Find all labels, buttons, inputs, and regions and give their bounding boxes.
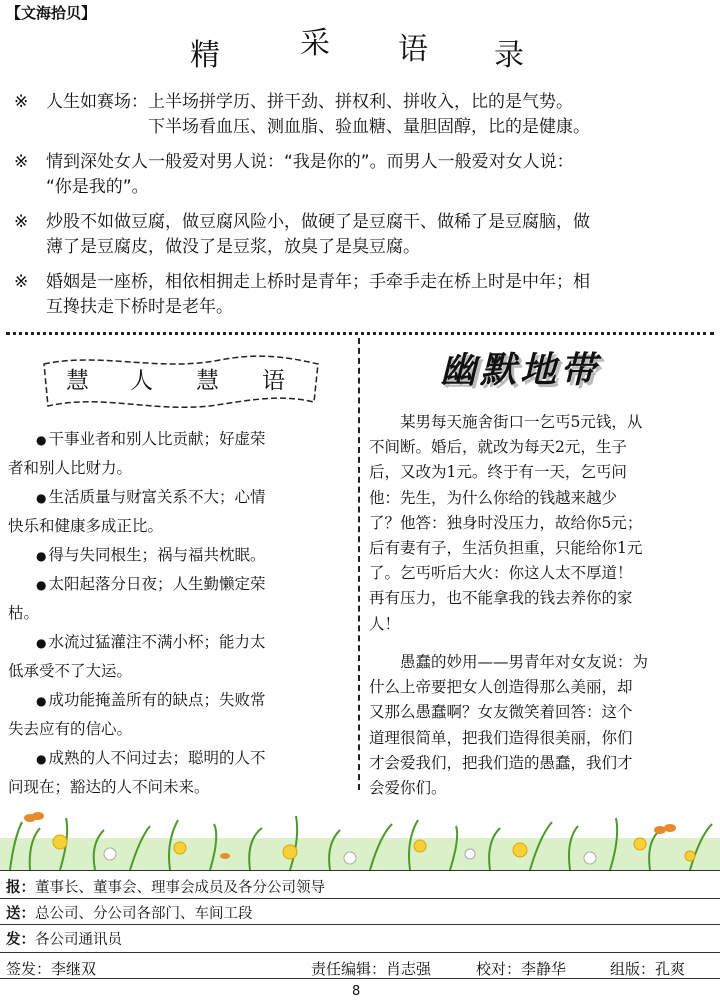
distribution-row: [6, 928, 122, 949]
story-line: 他：先生，为什么你给的钱越来越少: [369, 488, 618, 507]
quote-line: 婚姻是一座桥，相依相拥走上桥时是青年；手牵手走在桥上时是中年；相: [46, 272, 590, 292]
section-tag: 【文海拾贝】: [6, 4, 97, 22]
wisdom-heading-char: 慧: [196, 368, 219, 394]
wisdom-text: 得与失同根生；祸与福共枕眠。: [48, 546, 266, 564]
humor-story: [369, 410, 715, 637]
wisdom-text: 枯。: [8, 604, 40, 622]
title-char: 采: [300, 26, 330, 61]
distribution-label: 报：: [6, 880, 35, 896]
distribution-label: 送：: [6, 906, 35, 922]
story-line: 再有压力，也不能拿我的钱去养你的家: [369, 589, 633, 608]
story-line: 又那么愚蠢啊？女友微笑着回答：这个: [369, 703, 633, 722]
proofreader: 校对：李静华: [476, 960, 567, 978]
bullet-icon: ●: [36, 578, 47, 592]
title-char: 精: [190, 38, 220, 73]
quote-line: 互搀扶走下桥时是老年。: [46, 297, 233, 317]
reference-mark-icon: ※: [14, 272, 29, 292]
bullet-icon: ●: [36, 549, 47, 563]
divider-line: [0, 952, 720, 953]
dotted-divider: [6, 332, 714, 335]
story-line: 了。乞丐听后大火：你这人太不厚道！: [369, 564, 633, 583]
wisdom-text: 水流过猛灌注不满小杯；能力太: [48, 633, 266, 651]
distribution-label: 发：: [6, 932, 35, 948]
wisdom-text: 生活质量与财富关系不大；心情: [48, 488, 266, 506]
wisdom-text: 干事业者和别人比贡献；好虚荣: [48, 430, 266, 448]
story-line: 后有妻有子，生活负担重，只能给你1元: [369, 539, 643, 558]
wisdom-item: [8, 425, 348, 482]
reference-mark-icon: ※: [14, 212, 29, 232]
distribution-value: 董事长、董事会、理事会成员及各分公司领导: [35, 880, 325, 896]
story-line: 什么上帝要把女人创造得那么美丽，却: [369, 678, 633, 697]
bullet-icon: ●: [36, 694, 47, 708]
bullet-icon: ●: [36, 636, 47, 650]
wisdom-heading-char: 人: [130, 368, 153, 394]
distribution-value: 总公司、分公司各部门、车间工段: [35, 906, 253, 922]
divider-line: [0, 924, 720, 925]
quote-line: 人生如赛场：上半场拼学历、拼干劲、拼权利、拼收入，比的是气势。: [46, 92, 573, 112]
quote-line: 下半场看血压、测血脂、验血糖、量胆固醇，比的是健康。: [46, 117, 590, 137]
quote-line: “你是我的”。: [46, 177, 149, 197]
humor-heading: 幽默地带: [440, 349, 601, 391]
story-line: 不间断。婚后，就改为每天2元，生子: [369, 438, 627, 457]
wisdom-item: [8, 570, 348, 627]
flower-meadow-icon: [0, 808, 720, 870]
reference-mark-icon: ※: [14, 92, 29, 112]
story-line: 人！: [369, 614, 401, 633]
story-line: 道理很简单，把我们造得很美丽，你们: [369, 728, 633, 747]
page-number: 8: [352, 984, 361, 999]
distribution-row: [6, 876, 325, 897]
wisdom-item: [8, 744, 348, 801]
distribution-value: 各公司通讯员: [35, 932, 122, 948]
bullet-icon: ●: [36, 433, 47, 447]
wisdom-item: [8, 541, 348, 570]
wisdom-text: 问现在；豁达的人不问未来。: [8, 778, 210, 796]
wisdom-text: 失去应有的信心。: [8, 720, 133, 738]
distribution-row: [6, 902, 253, 923]
wisdom-text: 者和别人比财力。: [8, 459, 133, 477]
quote-line: 炒股不如做豆腐，做豆腐风险小，做硬了是豆腐干、做稀了是豆腐脑，做: [46, 212, 590, 232]
signer: 签发：李继双: [6, 960, 97, 978]
bullet-icon: ●: [36, 752, 47, 766]
wisdom-text: 太阳起落分日夜；人生勤懒定荣: [48, 575, 266, 593]
wisdom-text: 成功能掩盖所有的缺点；失败常: [48, 691, 266, 709]
divider-line: [0, 870, 720, 871]
wisdom-heading-char: 慧: [66, 368, 89, 394]
divider-line: [0, 978, 720, 979]
story-line: 某男每天施舍街口一乞丐5元钱，从: [369, 413, 643, 431]
wisdom-text: 快乐和健康多成正比。: [8, 517, 164, 535]
reference-mark-icon: ※: [14, 152, 29, 172]
story-line: 愚蠢的妙用——男青年对女友说：为: [369, 653, 649, 671]
layout-credit: 组版：孔爽: [610, 960, 686, 978]
column-divider: [358, 338, 360, 790]
title-char: 录: [494, 38, 524, 73]
wisdom-item: [8, 628, 348, 685]
divider-line: [0, 898, 720, 899]
title-char: 语: [398, 32, 428, 67]
story-line: 了？他答：独身时没压力，故给你5元；: [369, 513, 643, 532]
wisdom-item: [8, 686, 348, 743]
humor-story: [369, 650, 715, 801]
story-line: 后，又改为1元。终于有一天，乞丐问: [369, 463, 627, 482]
story-line: 才会爱我们，把我们造的愚蠢，我们才: [369, 753, 633, 772]
story-line: 会爱你们。: [369, 779, 447, 798]
wisdom-text: 成熟的人不问过去；聪明的人不: [48, 749, 266, 767]
bullet-icon: ●: [36, 491, 47, 505]
wisdom-item: [8, 483, 348, 540]
editor: 责任编辑：肖志强: [311, 960, 432, 978]
quote-line: 薄了是豆腐皮，做没了是豆浆，放臭了是臭豆腐。: [46, 237, 420, 257]
quote-line: 情到深处女人一般爱对男人说：“我是你的”。而男人一般爱对女人说：: [46, 152, 574, 172]
wisdom-heading-char: 语: [262, 368, 285, 394]
wisdom-text: 低承受不了大运。: [8, 662, 133, 680]
